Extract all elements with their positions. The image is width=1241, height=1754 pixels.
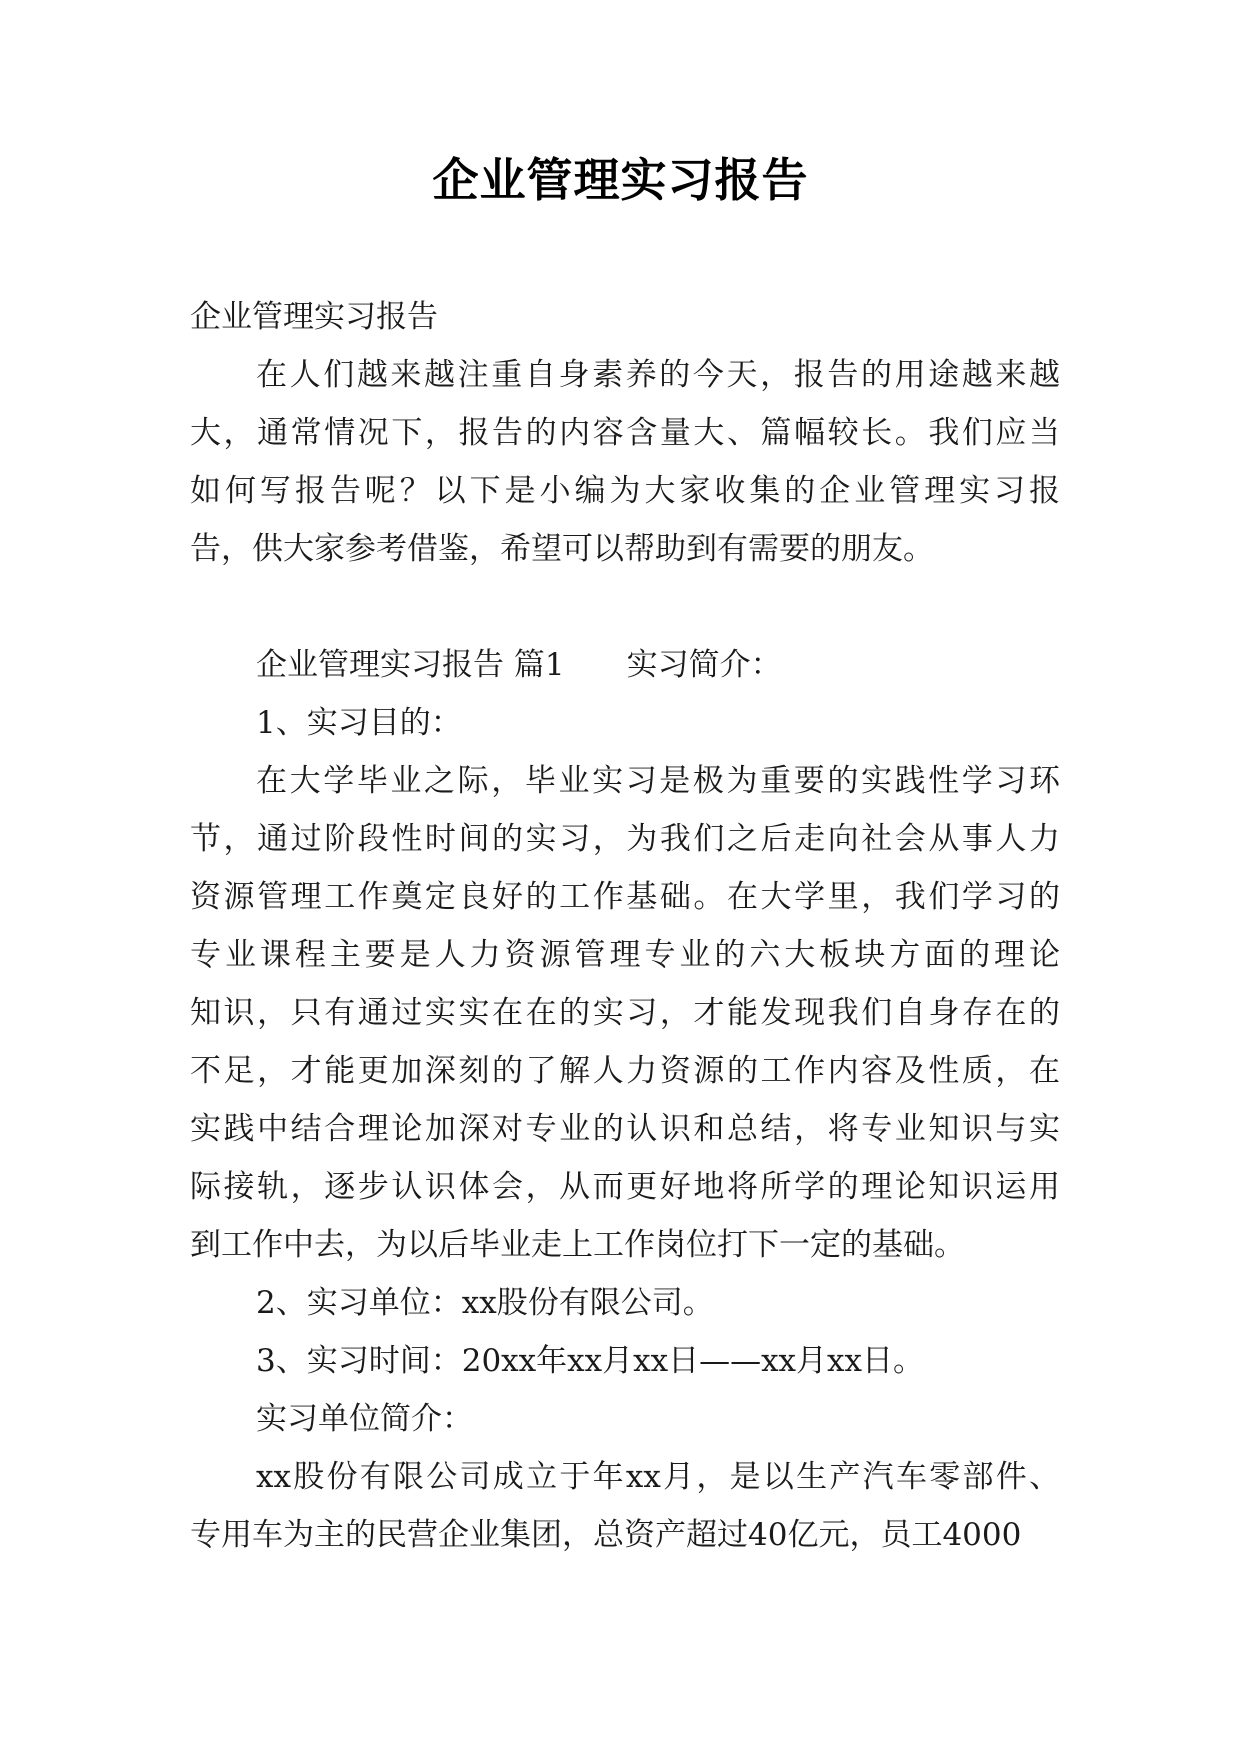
body-line: 专用车为主的民营企业集团，总资产超过40亿元，员工4000 <box>190 1517 1022 1553</box>
section-heading: 企业管理实习报告 篇1 实习简介： <box>256 647 782 683</box>
body-line: 如何写报告呢？以下是小编为大家收集的企业管理实习报 <box>190 473 1060 509</box>
body-line: 不足，才能更加深刻的了解人力资源的工作内容及性质，在 <box>190 1053 1060 1089</box>
body-line: 3、实习时间：20xx年xx月xx日——xx月xx日。 <box>256 1343 924 1379</box>
body-line: 在人们越来越注重自身素养的今天，报告的用途越来越 <box>256 357 1060 393</box>
body-line: 大，通常情况下，报告的内容含量大、篇幅较长。我们应当 <box>190 415 1060 451</box>
body-line: 到工作中去，为以后毕业走上工作岗位打下一定的基础。 <box>190 1227 965 1263</box>
body-line: 资源管理工作奠定良好的工作基础。在大学里，我们学习的 <box>190 879 1060 915</box>
body-line: 2、实习单位：xx股份有限公司。 <box>256 1285 714 1321</box>
document-title: 企业管理实习报告 <box>432 153 809 207</box>
body-line: xx股份有限公司成立于年xx月，是以生产汽车零部件、 <box>256 1459 1060 1495</box>
body-line: 专业课程主要是人力资源管理专业的六大板块方面的理论 <box>190 937 1060 973</box>
body-line: 企业管理实习报告 <box>190 299 438 335</box>
body-line: 在大学毕业之际，毕业实习是极为重要的实践性学习环 <box>256 763 1060 799</box>
body-line: 实践中结合理论加深对专业的认识和总结，将专业知识与实 <box>190 1111 1060 1147</box>
body-line: 际接轨，逐步认识体会，从而更好地将所学的理论知识运用 <box>190 1169 1060 1205</box>
body-line: 节，通过阶段性时间的实习，为我们之后走向社会从事人力 <box>190 821 1060 857</box>
body-line: 知识，只有通过实实在在的实习，才能发现我们自身存在的 <box>190 995 1060 1031</box>
body-line: 实习单位简介： <box>256 1401 473 1437</box>
body-line: 1、实习目的： <box>256 705 462 741</box>
body-line: 告，供大家参考借鉴，希望可以帮助到有需要的朋友。 <box>190 531 934 567</box>
document-body <box>190 288 1060 1564</box>
